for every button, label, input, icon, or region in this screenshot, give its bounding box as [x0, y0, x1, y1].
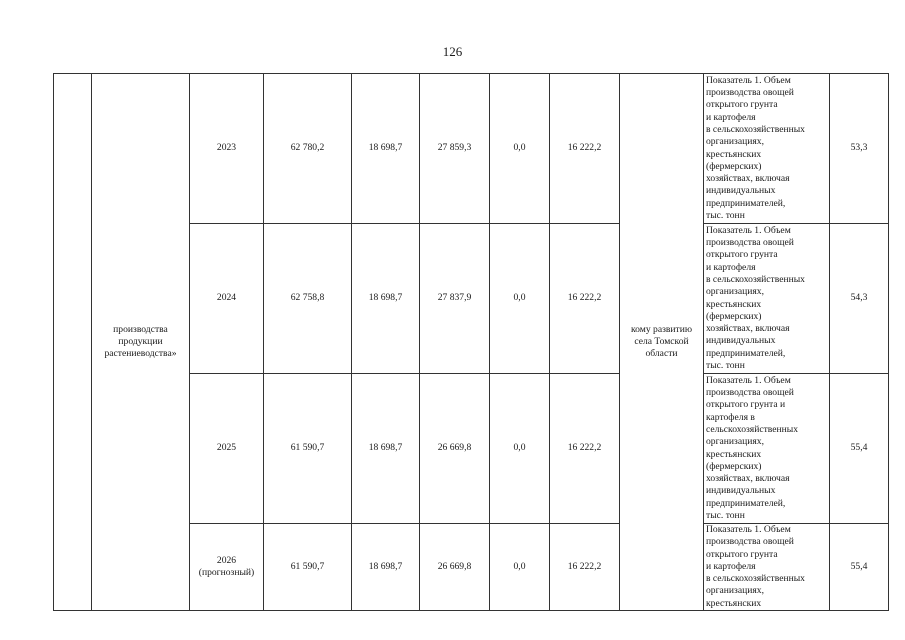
indicator-value-cell: 55,4 — [830, 374, 889, 524]
federal-cell: 18 698,7 — [352, 224, 420, 374]
year-cell: 2024 — [190, 224, 264, 374]
regional-cell: 26 669,8 — [420, 524, 490, 611]
total-cell: 62 758,8 — [264, 224, 352, 374]
indicator-value-cell: 53,3 — [830, 74, 889, 224]
local-cell: 0,0 — [490, 224, 550, 374]
program-funding-table — [53, 73, 889, 611]
extra-budget-cell: 16 222,2 — [550, 524, 620, 611]
year-label: 2026 (прогнозный) — [198, 554, 255, 579]
program-name-cell — [92, 74, 190, 611]
indicator-cell — [704, 224, 830, 374]
row-number-cell — [54, 74, 92, 611]
federal-cell: 18 698,7 — [352, 374, 420, 524]
indicator-cell — [704, 524, 830, 611]
year-cell: 2025 — [190, 374, 264, 524]
federal-cell: 18 698,7 — [352, 524, 420, 611]
local-cell: 0,0 — [490, 374, 550, 524]
year-cell: 2023 — [190, 74, 264, 224]
program-name: производства продукции растениеводства» — [104, 323, 177, 360]
indicator-value-cell: 54,3 — [830, 224, 889, 374]
extra-budget-cell: 16 222,2 — [550, 74, 620, 224]
local-cell: 0,0 — [490, 524, 550, 611]
extra-budget-cell: 16 222,2 — [550, 374, 620, 524]
page-number: 126 — [442, 44, 463, 59]
indicator-cell — [704, 74, 830, 224]
federal-cell: 18 698,7 — [352, 74, 420, 224]
regional-cell: 27 837,9 — [420, 224, 490, 374]
regional-cell: 26 669,8 — [420, 374, 490, 524]
indicator-text: Показатель 1. Объем производства овощей открытого грунта и картофеля в сельскохозяйственных организациях, крестьянских (фермерских) хозяйствах, включая индивидуальных предпринимателей, тыс. тонн — [706, 74, 805, 221]
total-cell: 61 590,7 — [264, 524, 352, 611]
table-row — [54, 74, 889, 224]
indicator-text: Показатель 1. Объем производства овощей открытого грунта и картофеля в сельскохозяйственных организациях, крестьянских (фермерских) хозяйствах, включая индивидуальных предпринимателей, тыс. тонн — [706, 374, 799, 521]
responsible-executor: кому развитию села Томской области — [630, 323, 693, 360]
extra-budget-cell: 16 222,2 — [550, 224, 620, 374]
year-cell — [190, 524, 264, 611]
total-cell: 62 780,2 — [264, 74, 352, 224]
regional-cell: 27 859,3 — [420, 74, 490, 224]
indicator-cell — [704, 374, 830, 524]
indicator-text: Показатель 1. Объем производства овощей открытого грунта и картофеля в сельскохозяйственных организациях, крестьянских — [706, 524, 805, 609]
total-cell: 61 590,7 — [264, 374, 352, 524]
indicator-text: Показатель 1. Объем производства овощей открытого грунта и картофеля в сельскохозяйственных организациях, крестьянских (фермерских) хозяйствах, включая индивидуальных предпринимателей, тыс. тонн — [706, 224, 805, 371]
responsible-cell — [620, 74, 704, 611]
indicator-value-cell: 55,4 — [830, 524, 889, 611]
local-cell: 0,0 — [490, 74, 550, 224]
